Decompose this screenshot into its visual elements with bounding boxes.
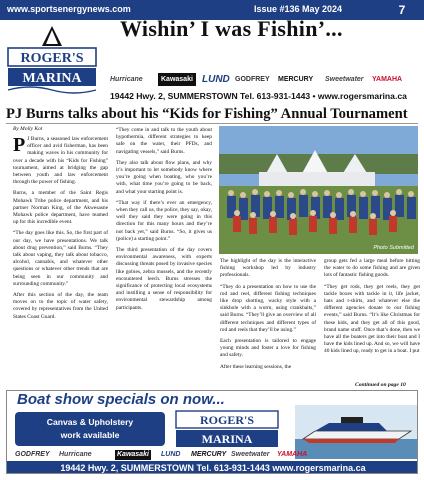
logo-top-text: ROGER'S (20, 51, 84, 66)
ad-brand-strip (15, 450, 315, 460)
sweetwater-logo: Sweetwater (231, 451, 270, 458)
kawasaki-logo: Kawasaki (117, 451, 149, 458)
paragraph: group gets fed a large meal before hitting the water to do some fishing and are given lots of fantastic fishing goods. (324, 258, 420, 279)
paragraph: They also talk about flow plans, and why it’s important to let somebody know where you’re going when boating, who you’re with, what time you’re going to be back, and what your starting point is. (116, 159, 212, 195)
paragraph: The highlight of the day is the interactive fishing workshop led by industry professionals. (220, 258, 316, 279)
ad-rogers-marina-logo (175, 409, 279, 449)
ad-footer-address: 19442 Hwy. 2, SUMMERSTOWN Tel. 613-931-1443 www.rogersmarina.ca (7, 461, 418, 474)
mercury-logo: MERCURY (191, 451, 227, 458)
article-column-1 (13, 136, 108, 325)
continued-note[interactable]: Continued on page 10 (355, 382, 406, 388)
article-column-3 (220, 258, 316, 375)
paragraph: “They come in and talk to the youth about hypothermia, different strategies to keep safe on the water, their PFDs, and navigating vessels,” said Burns. (116, 127, 212, 155)
brand-logo-strip (110, 73, 420, 87)
issue-label: Issue #136 May 2024 (254, 4, 343, 14)
ad-logo-top-text: ROGER'S (199, 413, 255, 427)
godfrey-logo: GODFREY (235, 76, 270, 83)
slogan: Wishin’ I was Fishin’... (120, 16, 343, 41)
canvas-line-2: work available (60, 430, 120, 440)
hurricane-logo: Hurricane (110, 76, 143, 83)
lund-logo: LUND (202, 74, 230, 85)
drop-cap: P (13, 134, 26, 156)
boat-show-ad[interactable] (6, 390, 418, 474)
ad-logo-bottom-text: MARINA (201, 432, 253, 446)
group-photo (219, 126, 418, 254)
headline-rule (6, 123, 418, 124)
canvas-upholstery-box (15, 412, 165, 446)
paragraph: “The day goes like this. So, the first part of our day, we have presentations. We talk about drug prevention,” said Burns. “They talk about vaping, they talk about tobacco, alcohol, cannabis, and whatever other questions or whatever other trends that are being seen in our community and surrounding community.” (13, 230, 108, 287)
article-column-4 (324, 258, 420, 360)
kawasaki-logo: Kawasaki (158, 73, 196, 86)
paragraph: The third presentation of the day covers environmental awareness, with experts discussing threats posed by invasive species like gobies, zebra mussels, and the recently encountered leech. Burns stresses the significance of protecting local ecosystems and instilling a sense of responsibility for environmental stewardship among participants. (116, 247, 212, 311)
paragraph: After these learning sessions, the (220, 363, 292, 370)
yamaha-logo: YAMAHA (277, 451, 308, 458)
address-line: 19442 Hwy. 2, SUMMERSTOWN Tel. 613-931-1443 • www.rogersmarina.ca (110, 91, 407, 101)
byline: By Molly Kot (13, 126, 43, 132)
group-photo-image (219, 126, 418, 254)
paragraph: After this section of the day, the team moves on to the topic of water safety, covered by representatives from the United States Coast Guard. (13, 292, 108, 320)
hurricane-logo: Hurricane (59, 451, 92, 458)
yamaha-logo: YAMAHA (372, 76, 403, 83)
site-url[interactable]: www.sportsenergynews.com (7, 4, 131, 14)
page-number: 7 (388, 1, 416, 19)
lund-logo: LUND (161, 451, 181, 458)
rogers-marina-logo (6, 24, 98, 94)
paragraph: P J Burns, a seasoned law enforcement officer and avid fisherman, has been making waves in his community for over a decade with his “Kids for Fishing” tournament, aimed at bridging the gap between youth and law enforcement through the power of fishing. (13, 134, 108, 186)
paragraph: “That way if there’s ever an emergency, when they call us, the police, they say, okay, well they said they were going in this direction for this many hours and they’re not back yet,” said Burns. “So, it gives us (police) a starting point.” (116, 199, 212, 242)
paragraph: “They do a presentation on how to use the rod and reel, different fishing techniques like drop shotting, wacky style with a sinkhole with a worm, using crankbaits,” said Burns. “They’ll give an overview of all different techniques and different types of rod and reels that they’ll be using.” (220, 283, 316, 333)
canvas-line-1: Canvas & Upholstery (46, 417, 134, 427)
paragraph: Each presentation is tailored to engage young minds and foster a love for fishing and safety. (220, 338, 316, 359)
sweetwater-logo: Sweetwater (325, 76, 364, 83)
article-column-2 (116, 127, 212, 316)
article-headline: PJ Burns talks about his “Kids for Fishing” Annual Tournament (6, 106, 408, 122)
paragraph: Burns, a member of the Saint Regis Mohawk Tribe police department, and his partner Norman King, of the Akwesasne Mohawk police department, have teamed up for this incredible event. (13, 190, 108, 226)
ad-title: Boat show specials on now... (17, 391, 225, 408)
paragraph: “They get rods, they get reels, they get tackle boxes with tackle in it, life jacket, hats and t-shirts, and whatever else the different agencies donate to our fishing events,” said Burns. “It’s like Christmas for these kids, and they get all of this good, brand name stuff. Once that’s done, then we have all the boaters get into their boat and I have the kids lined up. And so, we will have 40 kids lined up, ready to get in a boat. I put (324, 283, 420, 355)
mercury-logo: MERCURY (278, 76, 314, 83)
photo-credit: Photo Submitted (373, 245, 414, 251)
logo-bottom-text: MARINA (22, 71, 82, 86)
godfrey-logo: GODFREY (15, 451, 50, 458)
